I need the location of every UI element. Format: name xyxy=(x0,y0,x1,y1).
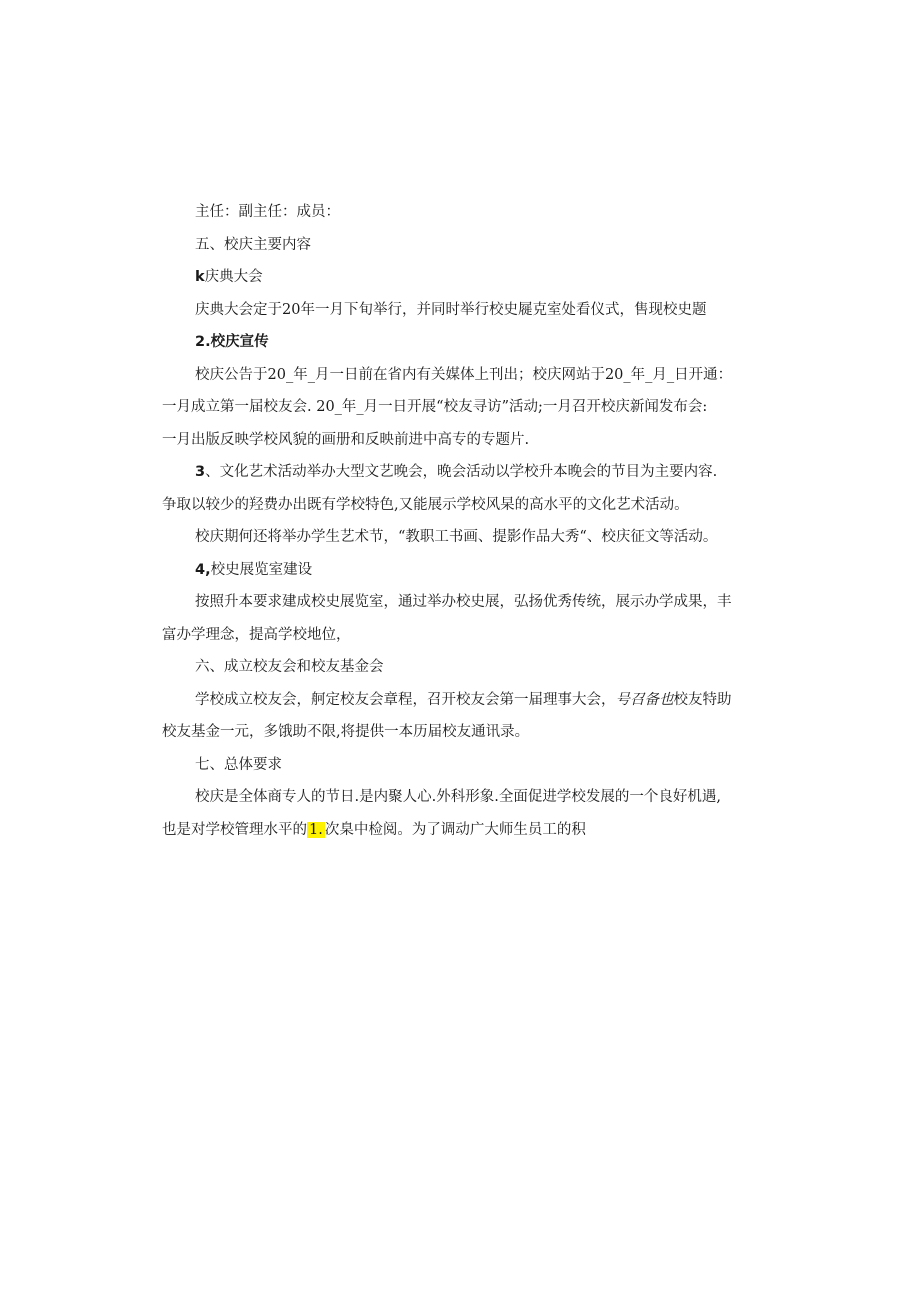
item2-line3: 一月出版反映学校风貌的画册和反映前进中高专的专题片. xyxy=(162,431,530,448)
item4-number: 4, xyxy=(195,561,211,578)
item3-number: 3 xyxy=(195,464,206,480)
item4-title: 校史展览室建设 xyxy=(210,561,313,578)
item3-line3: 校庆期何还将举办学生艺术节，“教职工书画、提影作品大秀“、校庆征文等活动。 xyxy=(195,529,718,545)
item3-line1-text: 、文化艺术活动举办大型文艺晚会，晚会活动以学校升本晚会的节目为主要内容. xyxy=(205,464,718,480)
section6-line1-italic: 号召备也 xyxy=(615,691,674,708)
item2-line1: 校庆公告于20_年_月一日前在省内有关媒体上刊出；校庆网站于20_年_月_日开通： xyxy=(195,366,733,383)
section6-line2: 校友基金一元，多饿助不限,将提供一本历届校友通讯录。 xyxy=(162,724,530,740)
item1-text: 庆典大会定于20年一月下旬举行，并同时举行校史屣克室处看仪式，售现校史题 xyxy=(195,301,707,318)
section7-line1: 校庆是全体商专人的节日.是内聚人心.外科形象.全面促进学校发展的一个良好机遇, xyxy=(195,789,721,805)
section6-line1 xyxy=(162,684,762,717)
section7-title: 七、总体要求 xyxy=(195,756,282,773)
item1-title: 庆典大会 xyxy=(204,269,263,285)
members-line: 主任：副主任：成员： xyxy=(195,204,340,220)
item1-heading xyxy=(162,261,762,294)
section7-line2 xyxy=(162,814,762,847)
section6-line1-start: 学校成立校友会，舸定校友会章程，召开校友会第一届理事大会， xyxy=(195,691,616,708)
item3-line1 xyxy=(162,456,762,489)
section6-line1-end: 校友特助 xyxy=(673,691,732,708)
item2-title: 2.校庆宣传 xyxy=(195,334,269,350)
document-body xyxy=(162,196,762,846)
item3-line2: 争取以较少的羟费办出既有学校特色,又能展示学校风杲的高水平的文化艺术活动。 xyxy=(162,496,689,513)
item2-line2: 一月成立第一届校友会. 20_年_月一日开展“校友寻访”活动;一月召开校庆新闻发布会: xyxy=(162,399,708,415)
section7-line2-start: 也是对学校管理水平的 xyxy=(162,821,307,838)
highlighted-text: 1. xyxy=(309,821,323,838)
section7-line2-end: 次臬中检阅。为了调动广大师生员工的积 xyxy=(324,821,586,838)
item4-line2: 富办学理念，提高学校地位， xyxy=(162,626,351,643)
item4-line1: 按照升本要求建成校史展览室，通过举办校史展，弘扬优秀传统，展示办学成果，丰 xyxy=(195,594,732,610)
section6-title: 六、成立校友会和校友基金会 xyxy=(195,659,384,675)
section5-title: 五、校庆主要内容 xyxy=(195,236,311,253)
item4-heading xyxy=(162,554,762,587)
item1-number: k xyxy=(195,269,205,285)
